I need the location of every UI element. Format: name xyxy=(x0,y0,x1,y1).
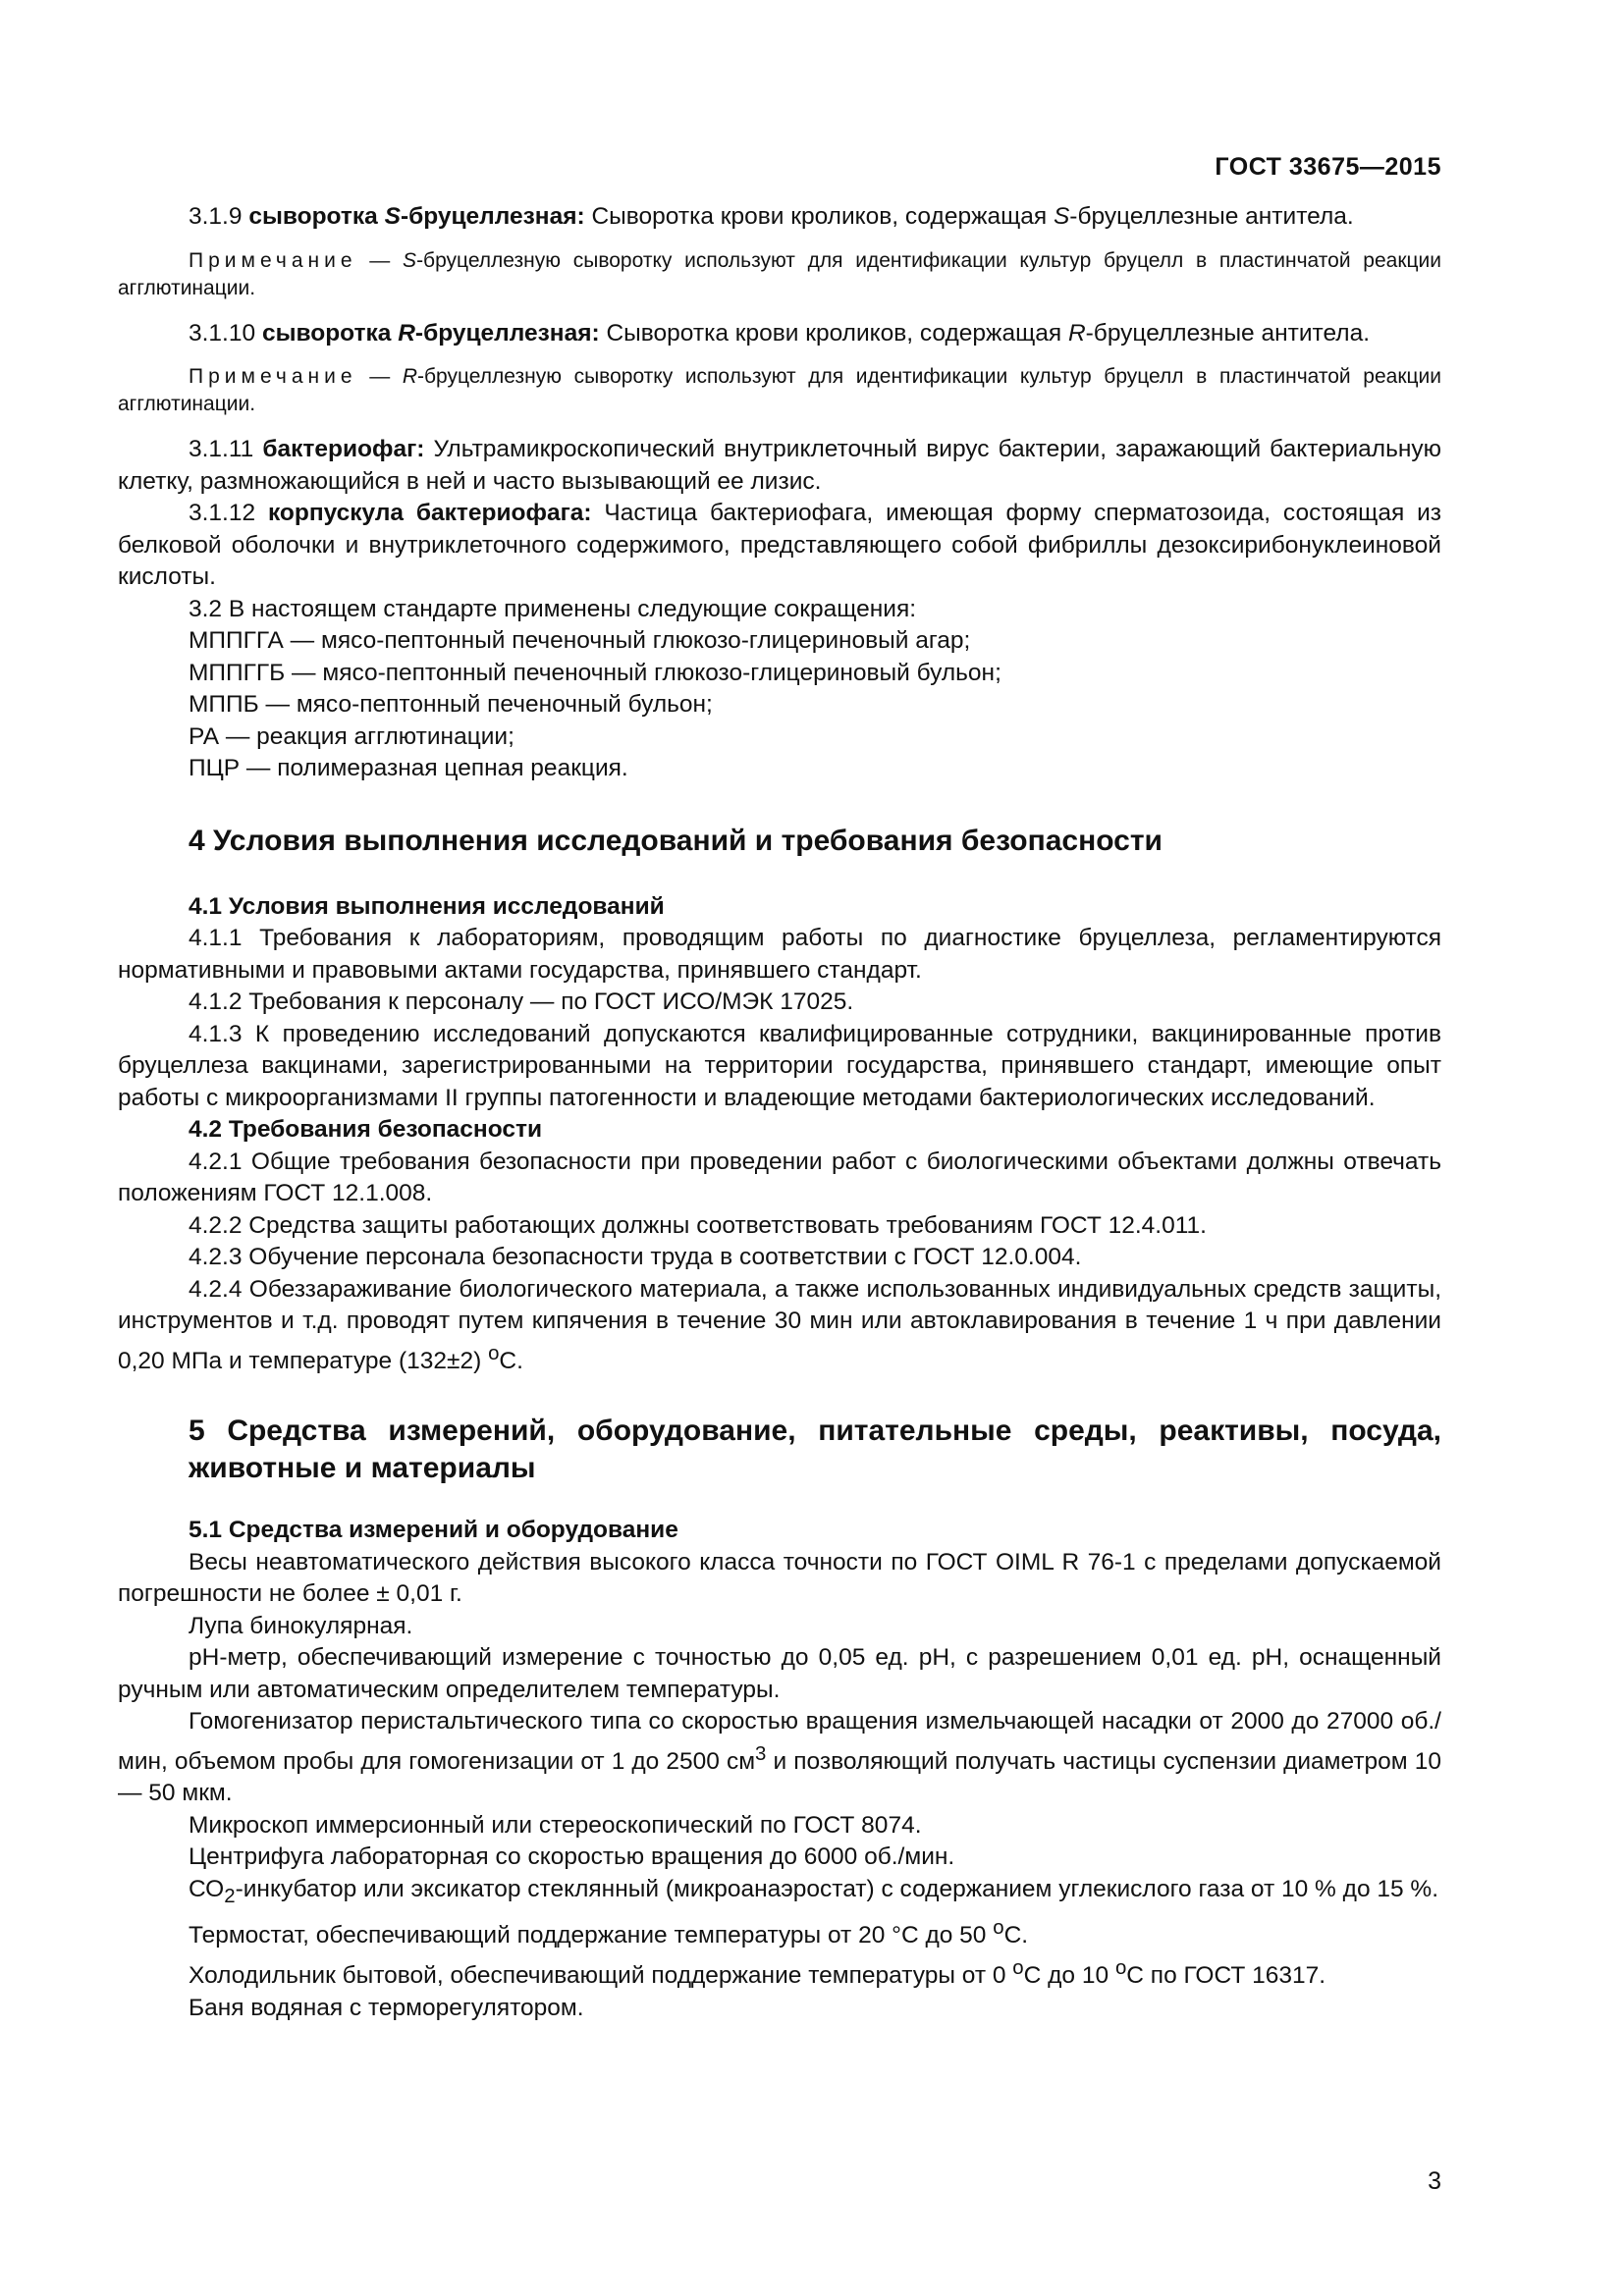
equipment-item: $СО_2$-инкубатор или эксикатор стеклянный (микроанаэростат) с содержанием углекислого газа от 10 % до 15 %. xyxy=(189,1875,1439,1907)
definition-3-1-11: 3.1.11 бактериофаг: Ультрамикроскопический внутриклеточный вирус бактерии, заражающий бактериальную клетку, размножающийся в ней и часто вызывающий ее лизис. xyxy=(118,436,1441,495)
document-header: ГОСТ 33675—2015 xyxy=(1215,153,1441,181)
equipment-item: Гомогенизатор перистальтического типа со скоростью вращения измельчающей насадки от 2000 до 27000 об./мин, объемом пробы для гомогенизации от 1 до 2500 $см^3$ и позволяющий получать частицы суспензии диаметром 10 — 50 мкм. xyxy=(118,1708,1441,1807)
clause-4-2-3: 4.2.3 Обучение персонала безопасности труда в соответствии с ГОСТ 12.0.004. xyxy=(189,1244,1082,1270)
equipment-item: Баня водяная с терморегулятором. xyxy=(189,1994,584,2021)
clause-4-1-3: 4.1.3 К проведению исследований допускаются квалифицированные сотрудники, вакцинированные против бруцеллеза вакцинами, зарегистрированными на территории государства, принявшего стандарт, имеющие опыт работы с микроорганизмами II группы патогенности и владеющие методами бактериологических исследований. xyxy=(118,1020,1441,1111)
equipment-item: рН-метр, обеспечивающий измерение с точностью до 0,05 ед. рН, с разрешением 0,01 ед. рН, оснащенный ручным или автоматическим определителем температуры. xyxy=(118,1644,1441,1703)
equipment-item: Лупа бинокулярная. xyxy=(189,1612,413,1639)
clause-4-1-1: 4.1.1 Требования к лабораториям, проводящим работы по диагностике бруцеллеза, регламентируются нормативными и правовыми актами государства, принявшего стандарт. xyxy=(118,925,1441,984)
page-number: 3 xyxy=(1428,2167,1441,2195)
document-body xyxy=(118,201,1441,2024)
abbreviations-intro: 3.2 В настоящем стандарте применены следующие сокращения: xyxy=(189,595,917,622)
note-1: Примечание — S-бруцеллезную сыворотку используют для идентификации культур бруцелл в пластинчатой реакции агглютинации. xyxy=(118,248,1442,299)
term: сыворотка R-бруцеллезная: xyxy=(261,319,600,347)
definition-3-1-9: 3.1.9 сыворотка S-бруцеллезная: Сыворотка крови кроликов, содержащая S-бруцеллезные антитела. xyxy=(189,203,1354,230)
equipment-item: Центрифуга лабораторная со скоростью вращения до 6000 об./мин. xyxy=(189,1843,955,1871)
section-4-heading: 4 Условия выполнения исследований и требования безопасности xyxy=(189,824,1163,857)
note-2: Примечание — R-бруцеллезную сыворотку используют для идентификации культур бруцелл в пластинчатой реакции агглютинации. xyxy=(118,365,1442,415)
definition-3-1-10: 3.1.10 сыворотка R-бруцеллезная: Сыворотка крови кроликов, содержащая R-бруцеллезные антитела. xyxy=(189,319,1371,347)
term: сыворотка S-бруцеллезная: xyxy=(248,203,585,230)
abbreviation-item: ПЦР — полимеразная цепная реакция. xyxy=(189,755,628,781)
abbreviation-item: МППГГБ — мясо-пептонный печеночный глюкозо-глицериновый бульон; xyxy=(189,659,1001,686)
equipment-item: Холодильник бытовой, обеспечивающий поддержание температуры от 0 $^о$С до 10 $^о$С по ГОСТ 16317. xyxy=(189,1956,1326,1990)
clause-4-2-4: 4.2.4 Обеззараживание биологического материала, а также использованных индивидуальных средств защиты, инструментов и т.д. проводят путем кипячения в течение 30 мин или автоклавирования в течение 1 ч при давлении 0,20 МПа и температуре (132±2) $^о$С. xyxy=(118,1275,1441,1374)
equipment-item: Термостат, обеспечивающий поддержание температуры от 20 °С до 50 $^о$С. xyxy=(189,1917,1029,1949)
subsection-5-1-heading: 5.1 Средства измерений и оборудование xyxy=(189,1517,678,1544)
subsection-4-1-heading: 4.1 Условия выполнения исследований xyxy=(189,892,665,920)
abbreviation-item: РА — реакция агглютинации; xyxy=(189,722,514,750)
term: корпускула бактериофага: xyxy=(267,500,592,526)
clause-4-2-1: 4.2.1 Общие требования безопасности при проведении работ с биологическими объектами должны отвечать положениям ГОСТ 12.1.008. xyxy=(118,1148,1441,1206)
definition-3-1-12: 3.1.12 корпускула бактериофага: Частица бактериофага, имеющая форму сперматозоида, состоящая из белковой оболочки и внутриклеточного содержимого, представляющего собой фибриллы дезоксирибонуклеиновой кислоты. xyxy=(118,500,1441,590)
abbreviation-item: МППГГА — мясо-пептонный печеночный глюкозо-глицериновый агар; xyxy=(189,627,971,654)
subsection-4-2-heading: 4.2 Требования безопасности xyxy=(189,1116,543,1143)
clause-4-1-2: 4.1.2 Требования к персоналу — по ГОСТ ИСО/МЭК 17025. xyxy=(189,988,854,1015)
equipment-item: Микроскоп иммерсионный или стереоскопический по ГОСТ 8074. xyxy=(189,1811,922,1839)
equipment-item: Весы неавтоматического действия высокого класса точности по ГОСТ OIML R 76-1 с пределами допускаемой погрешности не более ± 0,01 г. xyxy=(118,1548,1441,1608)
term: бактериофаг: xyxy=(262,436,425,462)
section-5-heading: 5 Средства измерений, оборудование, питательные среды, реактивы, посуда, животные и материалы xyxy=(189,1415,1441,1485)
clause-4-2-2: 4.2.2 Средства защиты работающих должны соответствовать требованиям ГОСТ 12.4.011. xyxy=(189,1211,1207,1239)
abbreviation-item: МППБ — мясо-пептонный печеночный бульон; xyxy=(189,691,713,718)
